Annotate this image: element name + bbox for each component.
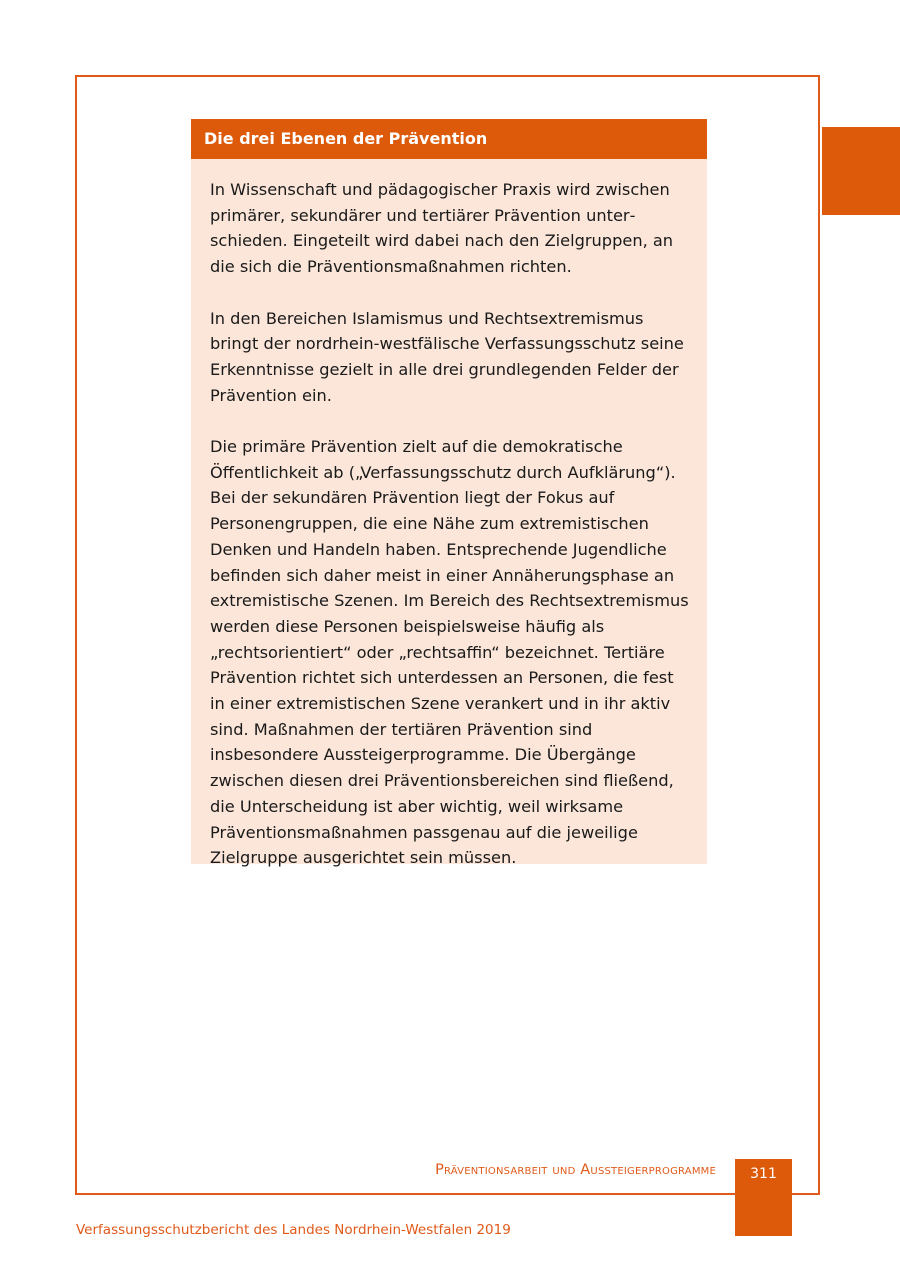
- info-box-body: [191, 159, 707, 871]
- info-box-title: Die drei Ebenen der Prävention: [191, 119, 707, 159]
- publication-footer: Verfassungsschutzbericht des Landes Nordrhein-Westfalen 2019: [76, 1222, 511, 1238]
- page-number: 311: [750, 1166, 777, 1182]
- info-box: [191, 119, 707, 868]
- info-box-paragraph: In den Bereichen Islamismus und Rechtsextremismus bringt der nordrhein-westfälische Verfassungsschutz seine Erkenntnisse gezielt in alle drei grundlegenden Felder der Prävention ein.: [210, 308, 684, 405]
- info-box-paragraph: Die primäre Prävention zielt auf die demokratische Öffentlichkeit ab („Verfassungsschutz durch Aufklärung“). Bei der sekundären Prävention liegt der Fokus auf Personengruppen, die eine Nähe zum extremistischen Denken und Handeln haben. Entsprechende Jugendliche befinden sich daher meist in einer Annäherungsphase an extremistische Szenen. Im Bereich des Rechtsextremismus werden diese Personen beispielsweise häufig als „rechtsorientiert“ oder „rechtsaffin“ bezeichnet. Tertiäre Prävention richtet sich unterdessen an Personen, die fest in einer extremistischen Szene verankert und in ihr aktiv sind. Maßnahmen der tertiären Prävention sind insbesondere Aussteigerprogramme. Die Übergänge zwischen diesen drei Präventionsbereichen sind fließend, die Unterscheidung ist aber wichtig, weil wirksame Präventionsmaßnahmen passgenau auf die jeweilige Zielgruppe ausgerichtet sein müssen.: [210, 437, 689, 868]
- chapter-side-tab: [822, 127, 900, 215]
- page-number-block: [735, 1159, 792, 1236]
- chapter-running-footer: Präventionsarbeit und Aussteigerprogramme: [435, 1162, 716, 1178]
- info-box-paragraph: In Wissenschaft und pädagogischer Praxis wird zwischen primärer, sekundärer und tertiärer Prävention unterschieden. Eingeteilt wird dabei nach den Zielgruppen, an die sich die Präventionsmaßnahmen richten.: [210, 180, 674, 277]
